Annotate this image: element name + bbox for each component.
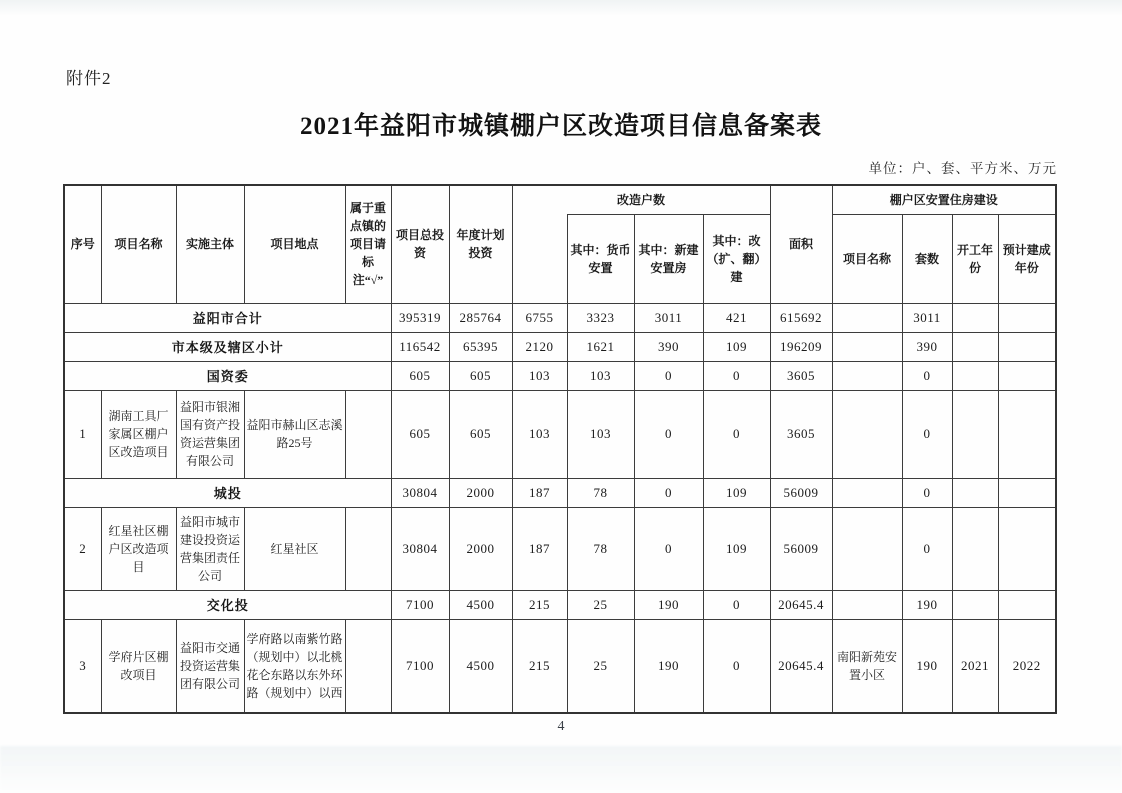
location-cell: 红星社区 <box>244 507 345 590</box>
project-name-cell: 学府片区棚改项目 <box>101 619 176 713</box>
value-cell: 605 <box>449 390 512 478</box>
value-cell: 20645.4 <box>770 619 832 713</box>
col-header-households-total <box>512 214 567 303</box>
unit-note: 单位：户、套、平方米、万元 <box>868 161 1057 176</box>
value-cell <box>832 361 902 390</box>
col-header-rebuild: 其中：改（扩、翻）建 <box>703 214 770 303</box>
page-number: 4 <box>557 719 565 734</box>
value-cell: 25 <box>567 590 634 619</box>
location-cell: 益阳市赫山区志溪路25号 <box>244 390 345 478</box>
value-cell: 25 <box>567 619 634 713</box>
project-row <box>64 619 1056 713</box>
group-label-cell: 城投 <box>64 478 391 507</box>
value-cell <box>952 390 998 478</box>
project-row <box>64 507 1056 590</box>
value-cell: 0 <box>634 390 703 478</box>
value-cell: 0 <box>634 507 703 590</box>
summary-row <box>64 478 1056 507</box>
value-cell <box>998 332 1056 361</box>
project-name-cell: 湖南工具厂家属区棚户区改造项目 <box>101 390 176 478</box>
project-row <box>64 390 1056 478</box>
value-cell <box>998 590 1056 619</box>
key-town-cell <box>345 507 391 590</box>
value-cell: 3605 <box>770 361 832 390</box>
value-cell: 65395 <box>449 332 512 361</box>
value-cell: 1621 <box>567 332 634 361</box>
value-cell <box>998 303 1056 332</box>
group-label-cell: 益阳市合计 <box>64 303 391 332</box>
value-cell: 78 <box>567 507 634 590</box>
value-cell: 3011 <box>634 303 703 332</box>
value-cell: 285764 <box>449 303 512 332</box>
value-cell: 0 <box>703 390 770 478</box>
value-cell: 2120 <box>512 332 567 361</box>
page-title: 2021年益阳市城镇棚户区改造项目信息备案表 <box>299 113 822 140</box>
col-header-start-year: 开工年份 <box>952 214 998 303</box>
value-cell: 103 <box>567 361 634 390</box>
value-cell: 190 <box>902 619 952 713</box>
value-cell <box>952 507 998 590</box>
value-cell <box>832 590 902 619</box>
value-cell <box>832 507 902 590</box>
value-cell <box>952 332 998 361</box>
value-cell: 4500 <box>449 619 512 713</box>
value-cell: 0 <box>902 507 952 590</box>
col-header-new-build: 其中：新建安置房 <box>634 214 703 303</box>
group-label-cell: 国资委 <box>64 361 391 390</box>
col-header-project-name: 项目名称 <box>101 185 176 303</box>
value-cell: 0 <box>703 590 770 619</box>
group-label-cell: 交化投 <box>64 590 391 619</box>
table-header <box>64 185 1056 303</box>
summary-row <box>64 361 1056 390</box>
value-cell: 605 <box>391 361 449 390</box>
col-header-total-investment: 项目总投资 <box>391 185 449 303</box>
attachment-label: 附件2 <box>66 69 112 88</box>
value-cell: 7100 <box>391 619 449 713</box>
value-cell <box>952 303 998 332</box>
value-cell: 395319 <box>391 303 449 332</box>
value-cell: 56009 <box>770 507 832 590</box>
value-cell: 0 <box>902 390 952 478</box>
value-cell: 109 <box>703 507 770 590</box>
value-cell: 0 <box>703 361 770 390</box>
header-row-groups <box>64 185 1056 214</box>
value-cell: 390 <box>902 332 952 361</box>
value-cell <box>952 478 998 507</box>
value-cell: 103 <box>567 390 634 478</box>
value-cell: 215 <box>512 619 567 713</box>
value-cell <box>952 590 998 619</box>
value-cell: 7100 <box>391 590 449 619</box>
implementer-cell: 益阳市城市建设投资运营集团责任公司 <box>176 507 244 590</box>
col-header-housing-name: 项目名称 <box>832 214 902 303</box>
value-cell: 0 <box>902 361 952 390</box>
seq-cell: 3 <box>64 619 101 713</box>
value-cell: 190 <box>902 590 952 619</box>
value-cell: 0 <box>634 478 703 507</box>
key-town-cell <box>345 390 391 478</box>
table-body <box>64 303 1056 713</box>
seq-cell: 2 <box>64 507 101 590</box>
value-cell <box>998 507 1056 590</box>
col-header-location: 项目地点 <box>244 185 345 303</box>
col-header-monetary: 其中：货币安置 <box>567 214 634 303</box>
value-cell <box>832 390 902 478</box>
value-cell: 2000 <box>449 478 512 507</box>
col-header-units: 套数 <box>902 214 952 303</box>
value-cell: 116542 <box>391 332 449 361</box>
value-cell: 615692 <box>770 303 832 332</box>
value-cell: 187 <box>512 507 567 590</box>
location-cell: 学府路以南紫竹路（规划中）以北桃花仑东路以东外环路（规划中）以西 <box>244 619 345 713</box>
record-table <box>63 184 1057 714</box>
value-cell: 605 <box>449 361 512 390</box>
value-cell: 421 <box>703 303 770 332</box>
implementer-cell: 益阳市银湘国有资产投资运营集团有限公司 <box>176 390 244 478</box>
value-cell <box>952 361 998 390</box>
col-header-key-town: 属于重点镇的项目请标注“√” <box>345 185 391 303</box>
col-header-seq: 序号 <box>64 185 101 303</box>
value-cell: 109 <box>703 332 770 361</box>
scan-artifact-top <box>0 0 1122 16</box>
value-cell: 2022 <box>998 619 1056 713</box>
value-cell: 190 <box>634 619 703 713</box>
value-cell: 2000 <box>449 507 512 590</box>
value-cell: 109 <box>703 478 770 507</box>
value-cell: 30804 <box>391 507 449 590</box>
summary-row <box>64 590 1056 619</box>
implementer-cell: 益阳市交通投资运营集团有限公司 <box>176 619 244 713</box>
value-cell: 南阳新苑安置小区 <box>832 619 902 713</box>
project-name-cell: 红星社区棚户区改造项目 <box>101 507 176 590</box>
value-cell: 196209 <box>770 332 832 361</box>
value-cell: 103 <box>512 390 567 478</box>
value-cell: 4500 <box>449 590 512 619</box>
summary-row <box>64 303 1056 332</box>
scan-artifact-bottom <box>0 746 1122 793</box>
summary-row <box>64 332 1056 361</box>
col-group-resettlement-housing: 棚户区安置住房建设 <box>832 185 1056 214</box>
col-header-complete-year: 预计建成年份 <box>998 214 1056 303</box>
value-cell: 215 <box>512 590 567 619</box>
value-cell: 78 <box>567 478 634 507</box>
value-cell <box>832 332 902 361</box>
value-cell: 56009 <box>770 478 832 507</box>
value-cell: 3323 <box>567 303 634 332</box>
value-cell <box>998 361 1056 390</box>
group-label-cell: 市本级及辖区小计 <box>64 332 391 361</box>
value-cell: 3605 <box>770 390 832 478</box>
value-cell: 6755 <box>512 303 567 332</box>
value-cell: 187 <box>512 478 567 507</box>
value-cell: 30804 <box>391 478 449 507</box>
value-cell: 20645.4 <box>770 590 832 619</box>
col-header-implementer: 实施主体 <box>176 185 244 303</box>
seq-cell: 1 <box>64 390 101 478</box>
value-cell <box>998 478 1056 507</box>
value-cell: 103 <box>512 361 567 390</box>
key-town-cell <box>345 619 391 713</box>
value-cell: 0 <box>703 619 770 713</box>
value-cell <box>832 478 902 507</box>
value-cell: 605 <box>391 390 449 478</box>
value-cell: 2021 <box>952 619 998 713</box>
value-cell: 3011 <box>902 303 952 332</box>
value-cell: 0 <box>634 361 703 390</box>
col-group-renovation-households: 改造户数 <box>512 185 770 214</box>
value-cell: 0 <box>902 478 952 507</box>
value-cell <box>998 390 1056 478</box>
value-cell: 190 <box>634 590 703 619</box>
value-cell: 390 <box>634 332 703 361</box>
value-cell <box>832 303 902 332</box>
col-header-annual-investment: 年度计划投资 <box>449 185 512 303</box>
col-header-area: 面积 <box>770 185 832 303</box>
